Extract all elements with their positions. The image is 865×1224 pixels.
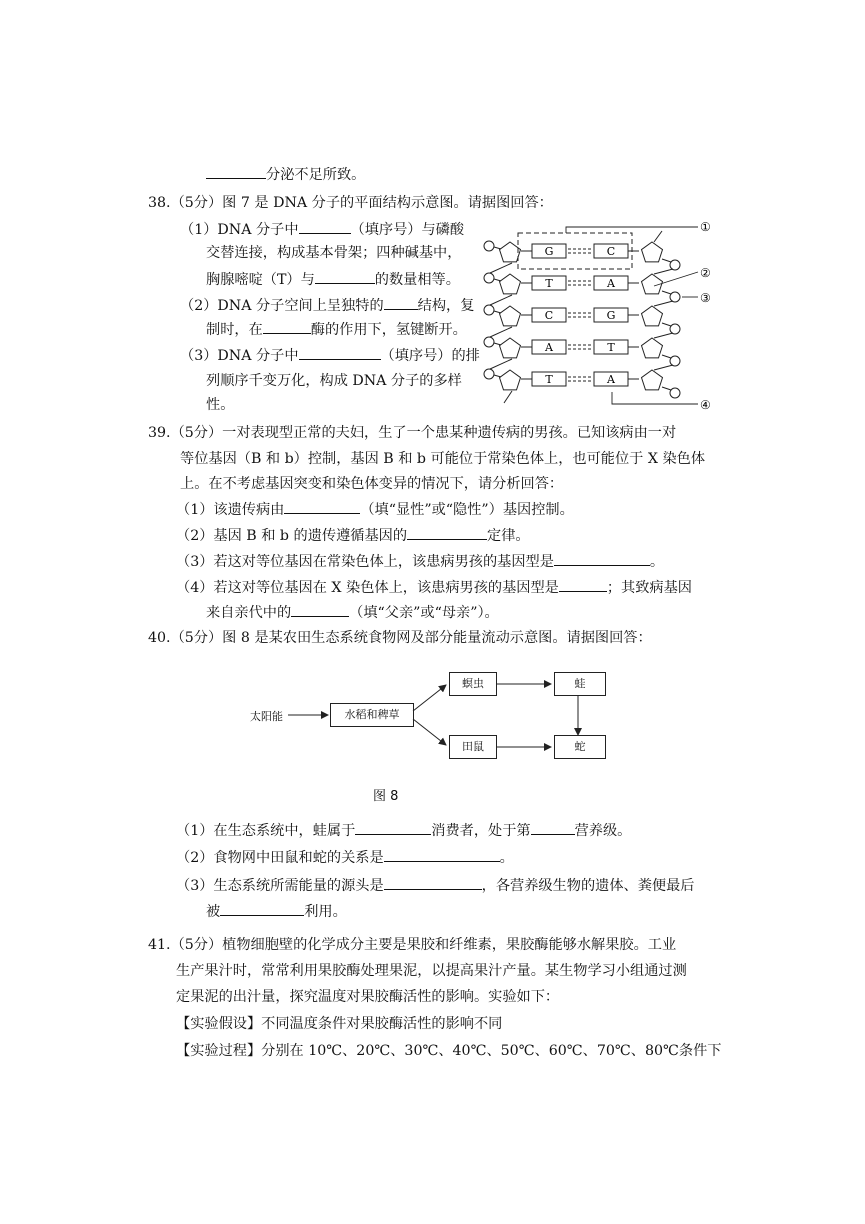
dna-structure-figure <box>476 214 716 414</box>
answer-blank[interactable] <box>284 500 360 514</box>
text: 结构，复 <box>417 298 475 314</box>
strand-end-right <box>654 231 662 242</box>
question-39-title: 39.（5分）一对表现型正常的夫妇，生了一个患某种遗传病的男孩。已知该病由一对 <box>148 425 677 441</box>
phosphate-right <box>670 292 680 302</box>
backbone-left <box>490 327 512 337</box>
answer-blank[interactable] <box>291 603 349 617</box>
text: 胸腺嘧啶（T）与 <box>206 272 315 288</box>
base-right-label: A <box>607 373 615 386</box>
marker-leader-1 <box>566 227 698 233</box>
phosphate-right <box>670 356 680 366</box>
question-38-title: 38.（5分）图 7 是 DNA 分子的平面结构示意图。请据图回答： <box>148 195 553 211</box>
text-line <box>206 603 499 622</box>
text: （3）若这对等位基因在常染色体上，该患病男孩的基因型是 <box>176 554 554 570</box>
text-line: 交替连接，构成基本骨架；四种碱基中， <box>206 245 462 261</box>
backbone-right <box>654 301 673 306</box>
base-left-label: T <box>545 373 553 386</box>
text-line <box>176 821 631 840</box>
text: （2）基因 B 和 b 的遗传遵循基因的 <box>176 528 408 544</box>
question-41-title: 41.（5分）植物细胞壁的化学成分主要是果胶和纤维素，果胶酶能够水解果胶。工业 <box>148 937 677 953</box>
food-web-figure <box>248 667 618 762</box>
marker-1: ① <box>700 220 711 234</box>
frog-box: 蛙 <box>554 672 606 696</box>
base-right-label: A <box>607 277 615 290</box>
text-line: 性。 <box>206 397 235 413</box>
text-line: 上。在不考虑基因突变和染色体变异的情况下，请分析回答： <box>180 476 564 492</box>
text: （4）若这对等位基因在 X 染色体上，该患病男孩的基因型是 <box>176 580 559 596</box>
backbone-right <box>654 269 673 274</box>
text: （1）DNA 分子中 <box>180 222 299 238</box>
sun-energy-label: 太阳能 <box>250 710 283 723</box>
text: 酶的作用下，氢键断开。 <box>310 322 467 338</box>
answer-blank[interactable] <box>299 346 381 360</box>
text-line <box>180 220 464 239</box>
text: 利用。 <box>304 904 347 920</box>
text: 营养级。 <box>574 823 632 839</box>
deoxyribose-right <box>642 242 663 262</box>
phosphate-left <box>484 337 494 347</box>
answer-blank[interactable] <box>559 578 607 592</box>
deoxyribose-left <box>500 274 521 294</box>
text-line: 生产果汁时，常常利用果胶酶处理果泥，以提高果汁产量。某生物学习小组通过测 <box>176 963 687 979</box>
answer-blank[interactable] <box>315 270 375 284</box>
text-line: 定果泥的出汁量，探究温度对果胶酶活性的影响。实验如下： <box>176 989 560 1005</box>
phosphate-left <box>484 369 494 379</box>
text: （3）生态系统所需能量的源头是 <box>176 878 384 894</box>
base-left-label: T <box>545 277 553 290</box>
bond-left <box>494 311 501 313</box>
text: （2）食物网中田鼠和蛇的关系是 <box>176 850 384 866</box>
backbone-left <box>490 295 512 305</box>
bond-left <box>494 247 501 249</box>
marker-2: ② <box>700 266 711 280</box>
text-line <box>206 270 460 289</box>
bond-right <box>662 355 671 358</box>
text-line <box>206 902 347 921</box>
base-right-label: G <box>606 309 616 322</box>
answer-blank[interactable] <box>531 821 575 835</box>
text-line <box>176 552 664 571</box>
text-line <box>176 526 530 545</box>
text: （填序号）与磷酸 <box>350 222 465 238</box>
answer-blank[interactable] <box>355 821 431 835</box>
text: 。 <box>649 554 665 570</box>
text: 来自亲代中的 <box>206 605 292 621</box>
producer-box: 水稻和稗草 <box>330 703 414 727</box>
deoxyribose-left <box>500 306 521 326</box>
deoxyribose-left <box>500 242 521 262</box>
text: 消费者，处于第 <box>431 823 531 839</box>
text-line: 【实验假设】不同温度条件对果胶酶活性的影响不同 <box>176 1016 503 1032</box>
deoxyribose-right <box>642 338 663 358</box>
text: 分泌不足所致。 <box>266 167 366 183</box>
snake-box: 蛇 <box>554 735 606 759</box>
text: 制时，在 <box>206 322 263 338</box>
answer-blank[interactable] <box>299 220 351 234</box>
text: （1）在生态系统中，蛙属于 <box>176 823 356 839</box>
text-line <box>206 165 365 184</box>
phosphate-left <box>484 305 494 315</box>
mouse-box: 田鼠 <box>449 735 497 759</box>
bond-right <box>662 323 671 326</box>
bond-left <box>494 343 501 345</box>
deoxyribose-right <box>642 370 663 390</box>
text: 定律。 <box>487 528 530 544</box>
base-left-label: A <box>545 341 553 354</box>
text-line: 等位基因（B 和 b）控制，基因 B 和 b 可能位于常染色体上，也可能位于 X 染色体 <box>180 451 706 467</box>
backbone-left <box>490 359 512 369</box>
answer-blank[interactable] <box>407 526 487 540</box>
text-line <box>180 346 480 365</box>
text: （2）DNA 分子空间上呈独特的 <box>180 298 384 314</box>
answer-blank[interactable] <box>206 165 266 179</box>
base-left-label: C <box>544 309 554 322</box>
answer-blank[interactable] <box>384 876 482 890</box>
marker-leader-2 <box>654 272 698 286</box>
pest-box: 螟虫 <box>449 672 497 696</box>
base-left-label: G <box>544 245 554 258</box>
bond-right <box>662 259 671 262</box>
text-line <box>176 578 692 597</box>
question-40-title: 40.（5分）图 8 是某农田生态系统食物网及部分能量流动示意图。请据图回答： <box>148 630 652 646</box>
bond-right <box>662 387 671 390</box>
phosphate-left <box>484 273 494 283</box>
text: 的数量相等。 <box>374 272 460 288</box>
text: ；其致病基因 <box>606 580 692 596</box>
phosphate-right <box>670 324 680 334</box>
base-right-label: T <box>607 341 615 354</box>
text-line <box>176 500 574 519</box>
text-line: 列顺序千变万化，构成 DNA 分子的多样 <box>206 373 462 389</box>
marker-4: ④ <box>700 398 711 412</box>
text: 。 <box>499 850 514 866</box>
answer-blank[interactable] <box>263 320 311 334</box>
text-line: 【实验过程】分别在 10℃、20℃、30℃、40℃、50℃、60℃、70℃、80℃条件下 <box>176 1043 722 1059</box>
answer-blank[interactable] <box>384 848 500 862</box>
text: 被 <box>206 904 221 920</box>
text: （填序号）的排 <box>380 348 480 364</box>
text-line <box>176 848 514 867</box>
answer-blank[interactable] <box>384 296 418 310</box>
text: （3）DNA 分子中 <box>180 348 299 364</box>
text-line <box>176 876 694 895</box>
base-right-label: C <box>606 245 616 258</box>
phosphate-left <box>484 241 494 251</box>
text: （填“显性”或“隐性”）基因控制。 <box>360 502 574 518</box>
bond-left <box>494 279 501 281</box>
phosphate-right <box>670 388 680 398</box>
strand-end-left <box>504 391 512 403</box>
answer-blank[interactable] <box>220 902 304 916</box>
backbone-right <box>654 333 673 338</box>
deoxyribose-left <box>500 370 521 390</box>
deoxyribose-left <box>500 338 521 358</box>
figure-8-caption: 图 8 <box>373 789 399 804</box>
text-line <box>180 296 474 315</box>
backbone-left <box>490 263 512 273</box>
answer-blank[interactable] <box>554 552 650 566</box>
marker-3: ③ <box>700 291 711 305</box>
text-line <box>206 320 467 339</box>
phosphate-right <box>670 260 680 270</box>
backbone-right <box>654 365 673 370</box>
deoxyribose-right <box>642 306 663 326</box>
text: ，各营养级生物的遗体、粪便最后 <box>481 878 695 894</box>
marker-leader-4 <box>612 392 698 404</box>
bond-right <box>662 291 671 294</box>
text: （填“父亲”或“母亲”）。 <box>349 605 499 621</box>
text: （1）该遗传病由 <box>176 502 285 518</box>
bond-left <box>494 375 501 377</box>
